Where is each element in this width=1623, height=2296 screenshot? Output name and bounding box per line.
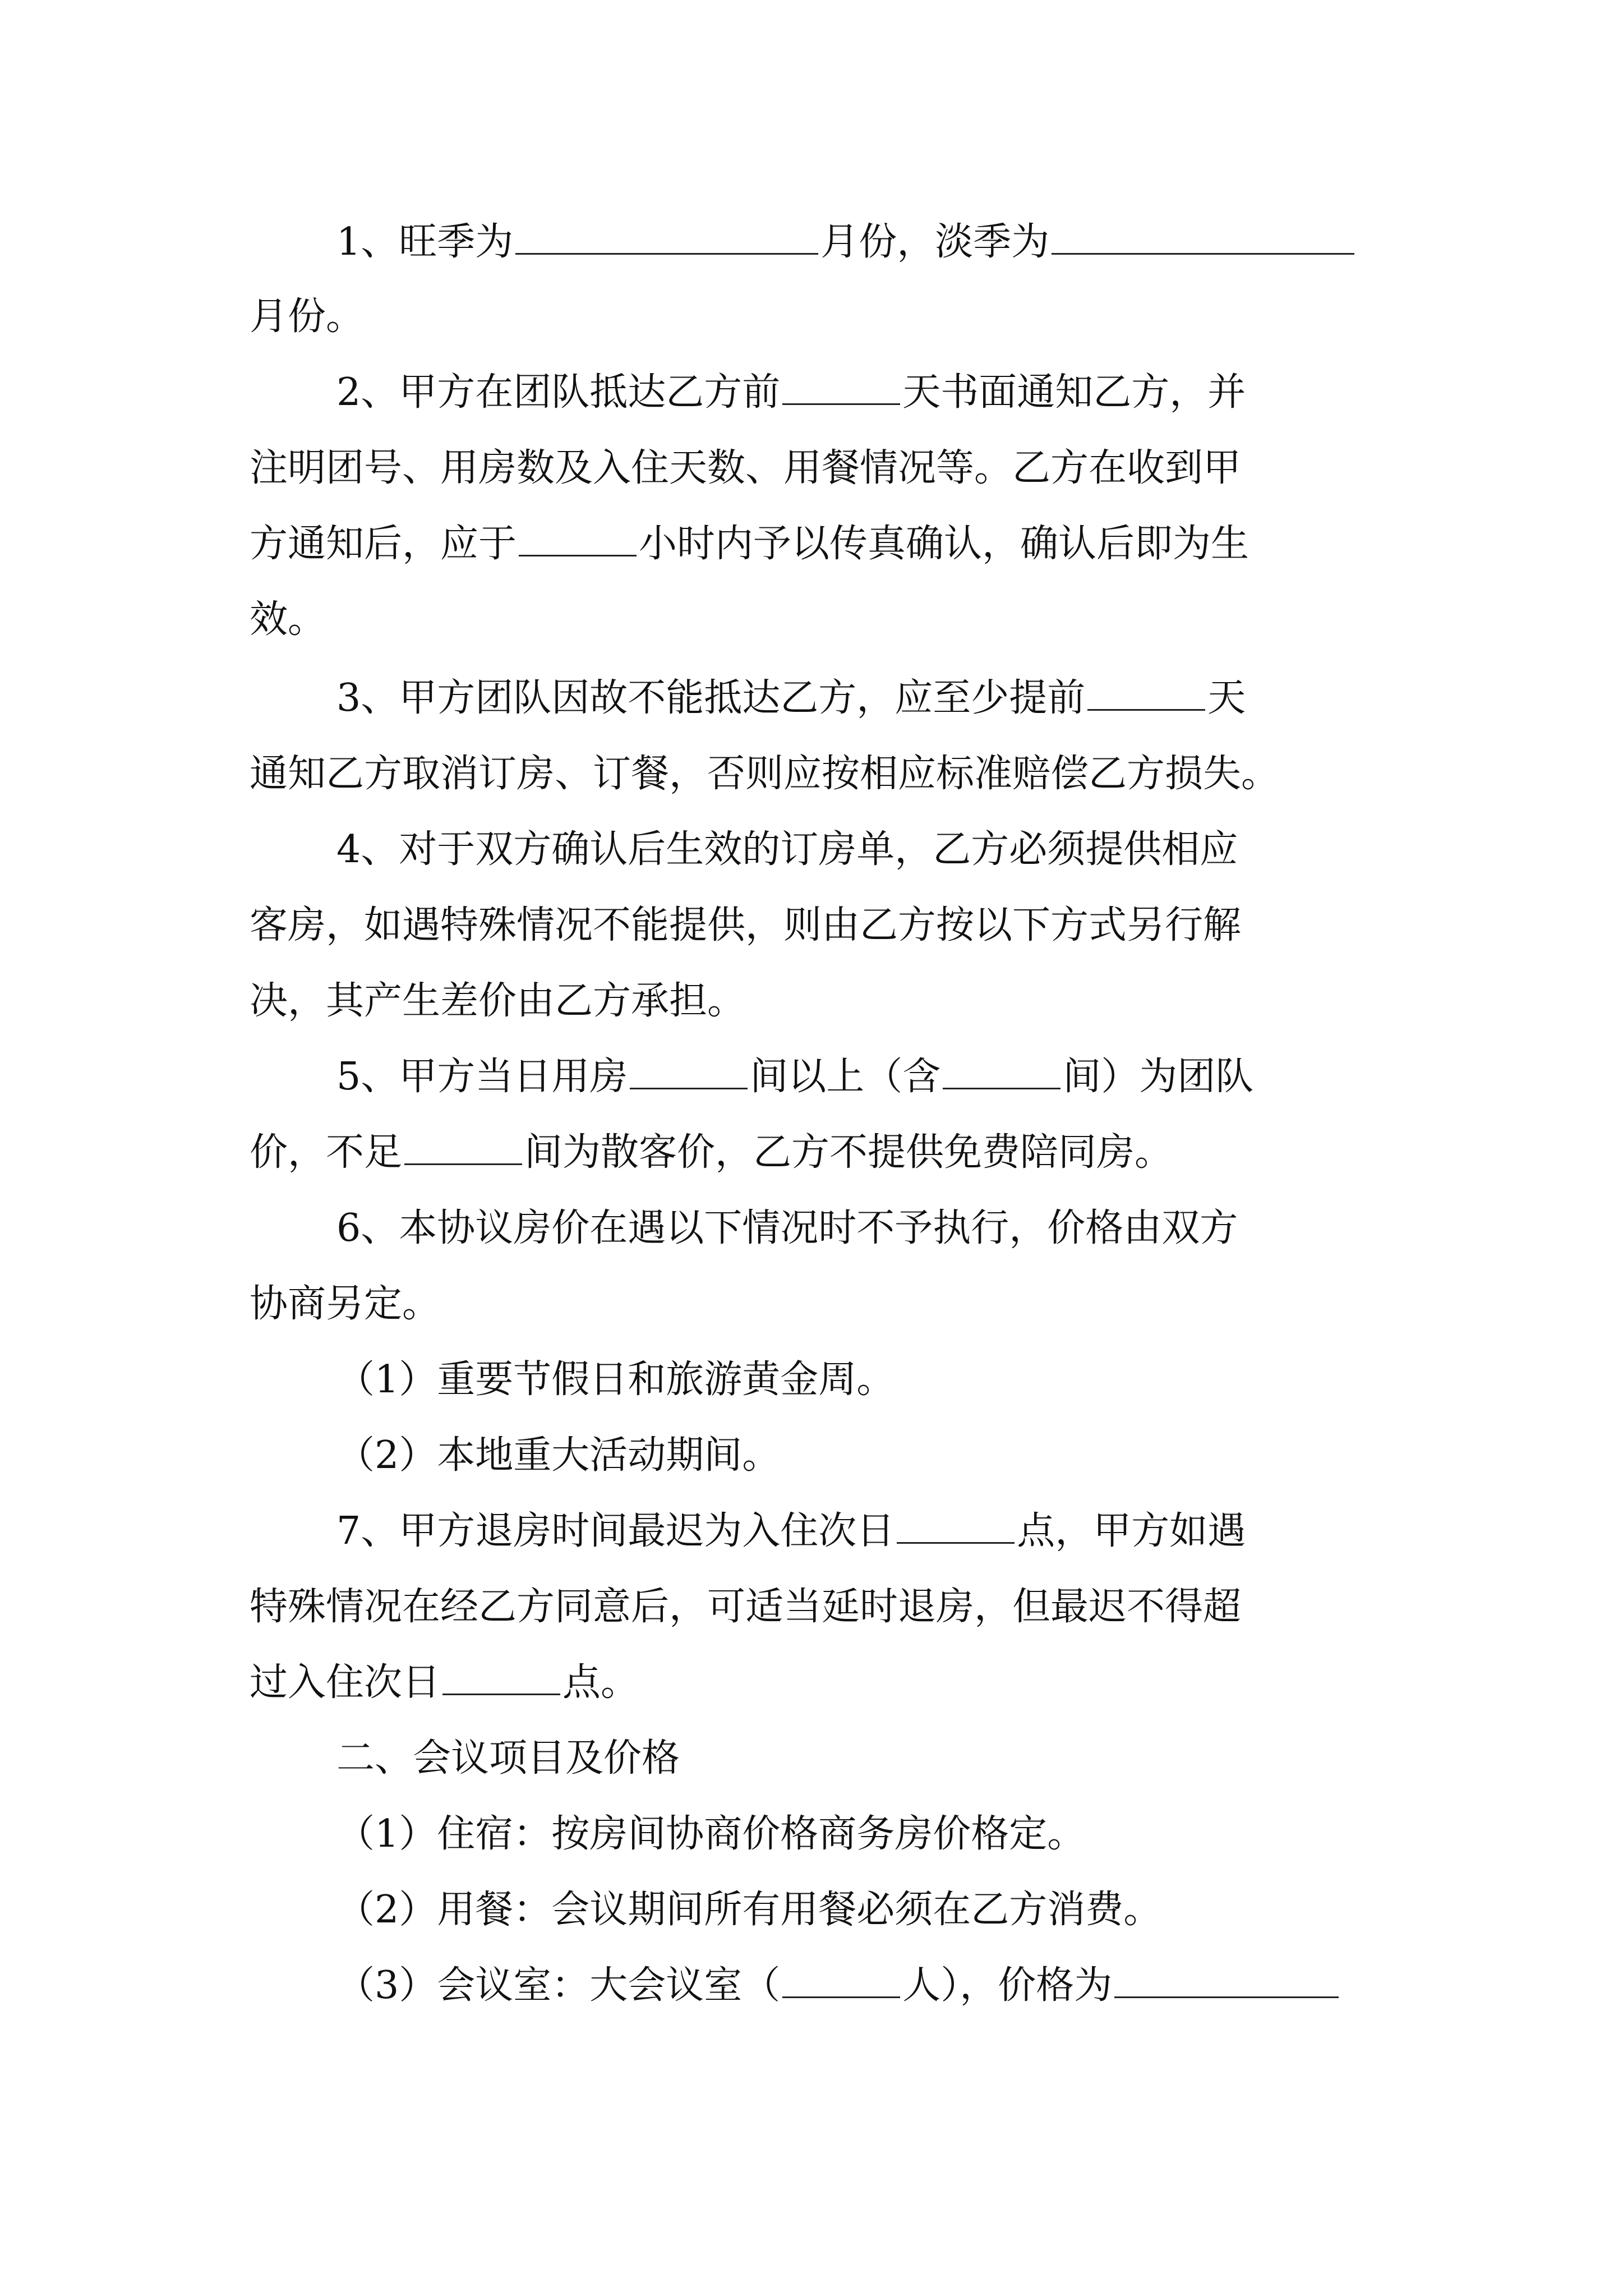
section-2-item-3 <box>336 1952 1341 2019</box>
p6-item-2-text: （2）本地重大活动期间。 <box>336 1433 781 1478</box>
p5-text-d: 价，不足 <box>250 1130 403 1175</box>
p1-text-c: 月份。 <box>250 295 365 339</box>
p2-text-e: 小时内予以传真确认，确认后即为生 <box>639 522 1249 566</box>
p3-text-c: 通知乙方取消订房、订餐，否则应按相应标准赔偿乙方损失。 <box>250 752 1280 796</box>
p7-text-c: 特殊情况在经乙方同意后，可适当延时退房，但最迟不得超 <box>250 1585 1242 1629</box>
section-2-item-1-text: （1）住宿：按房间协商价格商务房价格定。 <box>336 1812 1086 1856</box>
p7-text-b: 点，甲方如遇 <box>1017 1509 1246 1553</box>
p5-blank-min-rooms <box>404 1141 522 1165</box>
paragraph-6-item-2 <box>336 1422 780 1489</box>
paragraph-2-line-4 <box>250 586 326 654</box>
section-2-heading-text: 二、会议项目及价格 <box>336 1736 680 1780</box>
section-2-blank-people <box>782 1974 900 1998</box>
paragraph-5-line-1 <box>336 1043 1253 1111</box>
section-2-item-2-text: （2）用餐：会议期间所有用餐必须在乙方消费。 <box>336 1888 1162 1932</box>
paragraph-4-line-3 <box>250 968 745 1035</box>
p2-blank-days <box>782 381 900 405</box>
p5-text-c: 间）为团队 <box>1063 1055 1254 1099</box>
paragraph-1-line-2 <box>250 283 364 351</box>
paragraph-6-item-1 <box>336 1346 895 1414</box>
paragraph-7-line-2 <box>250 1573 1241 1641</box>
paragraph-7-line-1 <box>336 1498 1246 1565</box>
p2-text-a: 2、甲方在团队抵达乙方前 <box>336 370 781 415</box>
p5-blank-room-inclusive <box>943 1065 1061 1089</box>
section-2-item-1 <box>336 1801 1085 1868</box>
p2-text-b: 天书面通知乙方，并 <box>902 370 1246 415</box>
section-2-item-3-text-b: 人），价格为 <box>902 1963 1113 2008</box>
p5-text-b: 间以上（含 <box>750 1055 941 1099</box>
paragraph-6-line-1 <box>336 1195 1238 1262</box>
p3-text-b: 天 <box>1207 676 1246 720</box>
p1-blank-off-months <box>1052 231 1354 255</box>
p2-text-c: 注明团号、用房数及入住天数、用餐情况等。乙方在收到甲 <box>250 446 1242 490</box>
p7-blank-latest-hour <box>442 1671 560 1695</box>
p4-text-a: 4、对于双方确认后生效的订房单，乙方必须提供相应 <box>336 827 1238 872</box>
paragraph-3-line-1 <box>336 665 1246 732</box>
p1-text-a: 1、旺季为 <box>336 220 514 264</box>
p5-text-a: 5、甲方当日用房 <box>336 1055 628 1099</box>
section-2-heading <box>336 1725 680 1792</box>
p5-text-e: 间为散客价，乙方不提供免费陪同房。 <box>524 1130 1173 1175</box>
p7-text-a: 7、甲方退房时间最迟为入住次日 <box>336 1509 895 1553</box>
p4-text-c: 决，其产生差价由乙方承担。 <box>250 979 746 1023</box>
paragraph-6-line-2 <box>250 1271 440 1338</box>
paragraph-4-line-2 <box>250 892 1241 959</box>
p2-text-f: 效。 <box>250 597 326 642</box>
p2-text-d: 方通知后，应于 <box>250 522 517 566</box>
paragraph-7-line-3 <box>250 1649 639 1717</box>
p1-text-b: 月份，淡季为 <box>820 220 1050 264</box>
p3-blank-days <box>1087 687 1205 711</box>
paragraph-4-line-1 <box>336 816 1238 884</box>
paragraph-2-line-1 <box>336 359 1246 426</box>
p5-blank-room-count <box>630 1065 748 1089</box>
p7-blank-checkout-hour <box>897 1520 1015 1544</box>
section-2-blank-price <box>1114 1974 1339 1998</box>
section-2-item-3-text-a: （3）会议室：大会议室（ <box>336 1963 781 2008</box>
paragraph-1-line-1 <box>336 209 1357 276</box>
paragraph-3-line-2 <box>250 740 1279 808</box>
section-2-item-2 <box>336 1876 1161 1944</box>
p7-text-d: 过入住次日 <box>250 1660 441 1705</box>
p6-item-1-text: （1）重要节假日和旅游黄金周。 <box>336 1358 895 1402</box>
paragraph-2-line-3 <box>250 510 1249 578</box>
p3-text-a: 3、甲方团队因故不能抵达乙方，应至少提前 <box>336 676 1086 720</box>
paragraph-2-line-2 <box>250 435 1241 502</box>
p1-blank-peak-months <box>515 231 818 255</box>
paragraph-5-line-2 <box>250 1119 1173 1186</box>
p6-text-b: 协商另定。 <box>250 1282 441 1326</box>
p7-text-e: 点。 <box>562 1660 639 1705</box>
p2-blank-hours <box>519 532 637 556</box>
p4-text-b: 客房，如遇特殊情况不能提供，则由乙方按以下方式另行解 <box>250 903 1242 947</box>
p6-text-a: 6、本协议房价在遇以下情况时不予执行，价格由双方 <box>336 1206 1238 1250</box>
